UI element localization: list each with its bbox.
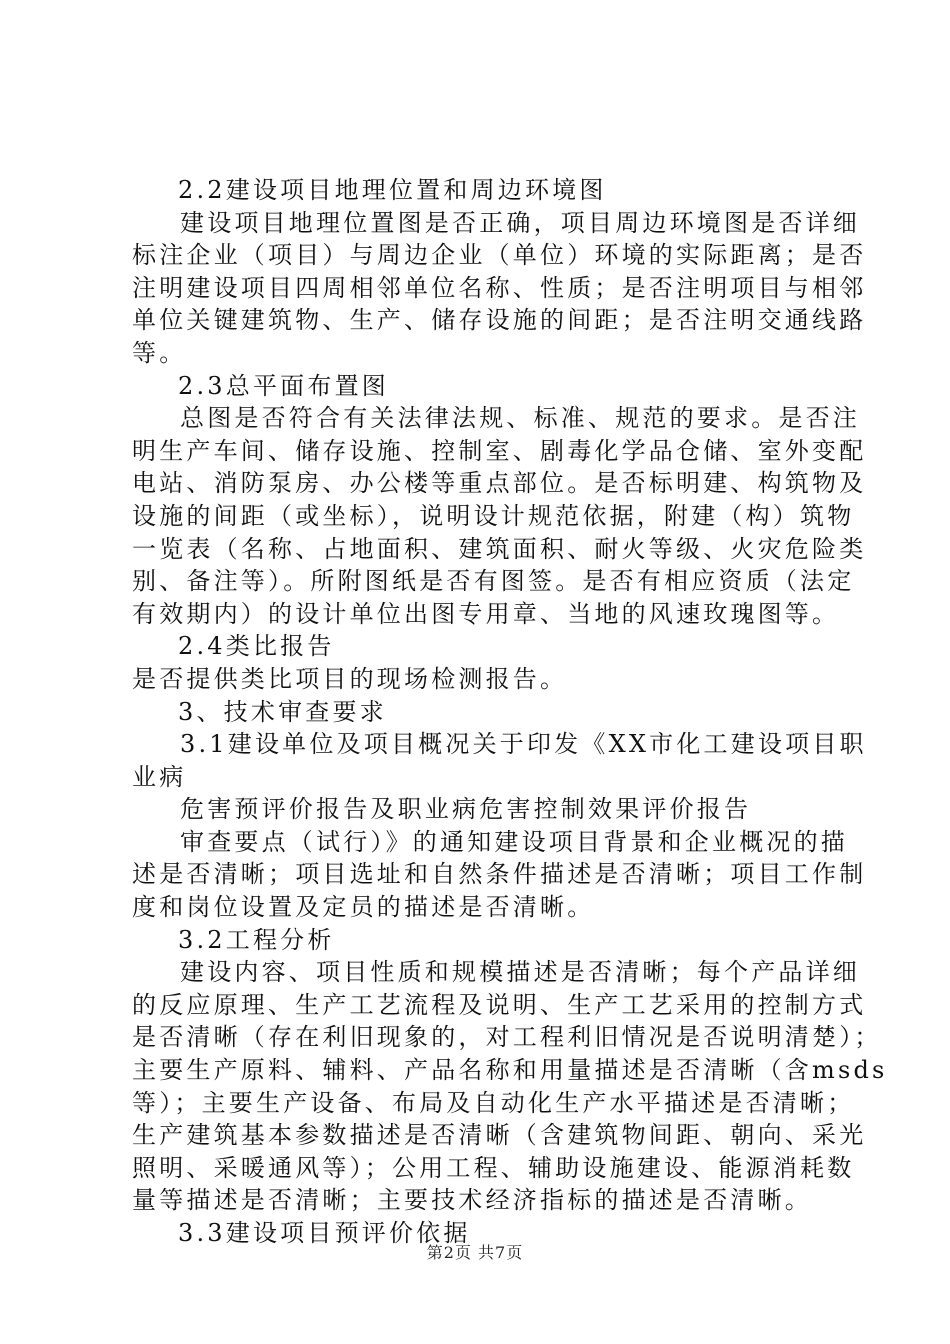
text-line: 有效期内）的设计单位出图专用章、当地的风速玫瑰图等。 bbox=[132, 599, 840, 628]
text-line: 别、备注等）。所附图纸是否有图签。是否有相应资质（法定 bbox=[132, 567, 855, 596]
text-line: 明生产车间、储存设施、控制室、剧毒化学品仓储、室外变配 bbox=[132, 436, 867, 465]
text-line: 一览表（名称、占地面积、建筑面积、耐火等级、火灾危险类 bbox=[132, 534, 867, 563]
text-line: 3.3建设项目预评价依据 bbox=[178, 1219, 471, 1247]
text-line: 是否提供类比项目的现场检测报告。 bbox=[132, 664, 568, 693]
text-line: 等）；主要生产设备、布局及自动化生产水平描述是否清晰； bbox=[132, 1088, 855, 1117]
text-line: 等。 bbox=[132, 338, 187, 367]
text-line: 生产建筑基本参数描述是否清晰（含建筑物间距、朝向、采光 bbox=[132, 1121, 867, 1150]
text-line: 2.4类比报告 bbox=[178, 632, 335, 661]
text-line: 述是否清晰；项目选址和自然条件描述是否清晰；项目工作制 bbox=[132, 860, 867, 889]
text-line: 标注企业（项目）与周边企业（单位）环境的实际距离；是否 bbox=[132, 241, 867, 270]
text-line: 建设项目地理位置图是否正确，项目周边环境图是否详细 bbox=[180, 208, 860, 237]
text-line: 业病 bbox=[132, 762, 187, 791]
text-line: 2.3总平面布置图 bbox=[178, 371, 389, 400]
text-line: 建设内容、项目性质和规模描述是否清晰；每个产品详细 bbox=[180, 958, 860, 987]
text-line: 审查要点（试行）》的通知建设项目背景和企业概况的描 bbox=[180, 827, 848, 856]
text-line: 电站、消防泵房、办公楼等重点部位。是否标明建、构筑物及 bbox=[132, 469, 867, 498]
text-line: 设施的间距（或坐标），说明设计规范依据，附建（构）筑物 bbox=[132, 501, 855, 530]
text-line: 的反应原理、生产工艺流程及说明、生产工艺采用的控制方式 bbox=[132, 990, 867, 1019]
text-line: 主要生产原料、辅料、产品名称和用量描述是否清晰（含msds bbox=[132, 1056, 888, 1085]
document-body bbox=[132, 174, 888, 1250]
text-line: 危害预评价报告及职业病危害控制效果评价报告 bbox=[180, 795, 752, 824]
text-line: 2.2建设项目地理位置和周边环境图 bbox=[178, 176, 607, 204]
text-line: 总图是否符合有关法律法规、标准、规范的要求。是否注 bbox=[180, 404, 860, 433]
text-line: 注明建设项目四周相邻单位名称、性质；是否注明项目与相邻 bbox=[132, 273, 867, 302]
text-line: 3.1建设单位及项目概况关于印发《XX市化工建设项目职 bbox=[180, 730, 867, 759]
text-line: 量等描述是否清晰；主要技术经济指标的描述是否清晰。 bbox=[132, 1186, 812, 1215]
text-line: 照明、采暖通风等）；公用工程、辅助设施建设、能源消耗数 bbox=[132, 1153, 855, 1182]
text-line: 是否清晰（存在利旧现象的，对工程利旧情况是否说明清楚）； bbox=[132, 1023, 882, 1052]
text-line: 3、技术审查要求 bbox=[178, 697, 387, 726]
text-line: 度和岗位设置及定员的描述是否清晰。 bbox=[132, 893, 595, 922]
text-line: 3.2工程分析 bbox=[178, 925, 335, 954]
text-line: 单位关键建筑物、生产、储存设施的间距；是否注明交通线路 bbox=[132, 306, 867, 335]
page-footer: 第2页 共7页 bbox=[426, 1243, 524, 1262]
